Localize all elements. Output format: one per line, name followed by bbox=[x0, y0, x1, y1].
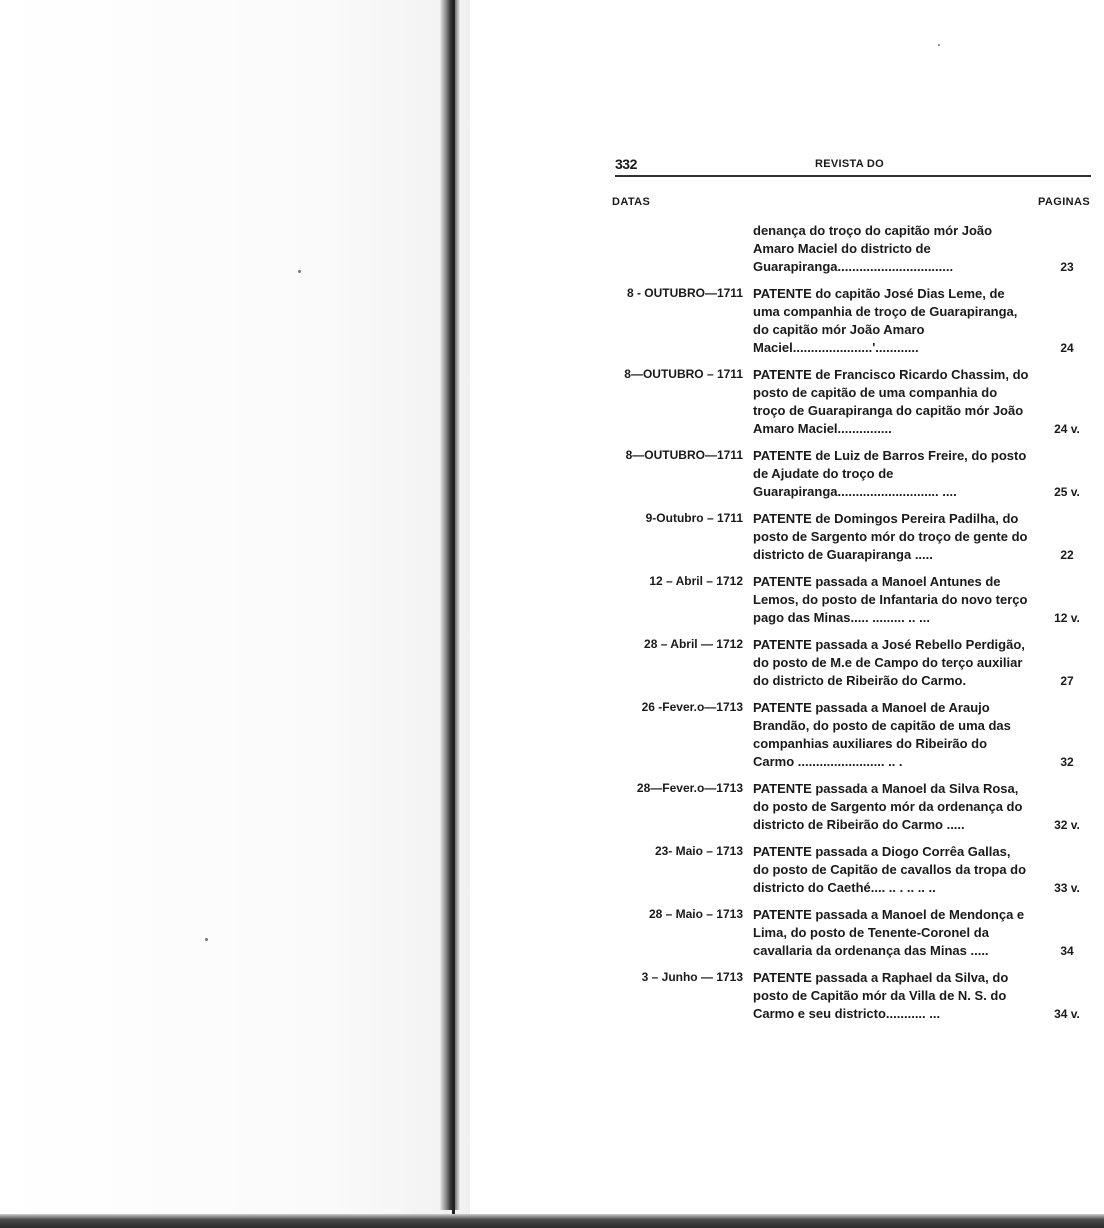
entry-text: PATENTE passada a Manoel de Araujo Brandão, do posto de capitão de uma das companhias auxiliares do Ribeirão do Carmo ........................ .. . bbox=[753, 700, 1011, 769]
running-title: REVISTA DO bbox=[815, 158, 885, 170]
entry-date: 28 – Maio – 1713 bbox=[648, 907, 743, 921]
entry-page: 32 bbox=[1060, 755, 1074, 769]
entry-text: PATENTE passada a José Rebello Perdigão, do posto de M.e de Campo do terço auxiliar do districto de Ribeirão do Carmo. bbox=[753, 637, 1025, 688]
entry-text: PATENTE passada a Manoel de Mendonça e Lima, do posto de Tenente-Coronel da cavallaria da ordenança das Minas ..... bbox=[753, 907, 1025, 958]
entry-text: PATENTE passada a Raphael da Silva, do posto de Capitão mór da Villa de N. S. do Carmo e seu districto........... ... bbox=[753, 970, 1009, 1021]
entry-text: PATENTE de Francisco Ricardo Chassim, do posto de capitão de uma companhia do troço de Guarapiranga do capitão mór João Amaro Maciel............... bbox=[753, 367, 1029, 436]
entry-page: 34 v. bbox=[1054, 1007, 1080, 1021]
index-entry bbox=[605, 222, 1100, 276]
entry-page: 34 bbox=[1060, 944, 1074, 958]
book-spine bbox=[440, 0, 460, 1210]
entry-date: 9-Outubro – 1711 bbox=[645, 511, 743, 525]
page-header bbox=[615, 156, 1095, 176]
entry-date: 26 -Fever.o—1713 bbox=[641, 700, 743, 714]
column-header-paginas: PAGINAS bbox=[1038, 196, 1091, 208]
index-entry bbox=[605, 366, 1100, 438]
book-spine-shadow bbox=[452, 0, 455, 1228]
entry-date: 23- Maio – 1713 bbox=[654, 844, 743, 858]
entry-text: PATENTE de Domingos Pereira Padilha, do posto de Sargento mór do troço de gente do districto de Guarapiranga ..... bbox=[753, 511, 1028, 562]
index-entry bbox=[605, 780, 1100, 834]
index-entry bbox=[605, 285, 1100, 357]
paper-speck bbox=[298, 270, 301, 273]
header-rule bbox=[615, 175, 1091, 177]
page-bottom-edge bbox=[0, 1214, 1104, 1228]
column-header-datas: DATAS bbox=[612, 196, 651, 208]
paper-speck bbox=[205, 938, 208, 941]
index-entry bbox=[605, 573, 1100, 627]
index-entry bbox=[605, 699, 1100, 771]
index-entry bbox=[605, 843, 1100, 897]
entry-page: 32 v. bbox=[1054, 818, 1080, 832]
entry-text: denança do troço do capitão mór João Amaro Maciel do districto de Guarapiranga................................ bbox=[753, 223, 993, 274]
left-page-margin bbox=[0, 0, 470, 1228]
entry-page: 22 bbox=[1060, 548, 1074, 562]
entry-date: 28—Fever.o—1713 bbox=[636, 781, 743, 795]
index-entry bbox=[605, 636, 1100, 690]
entry-date: 8 - OUTUBRO—1711 bbox=[626, 286, 743, 300]
entry-date: 8—OUTUBRO – 1711 bbox=[624, 367, 743, 381]
entry-text: PATENTE do capitão José Dias Leme, de uma companhia de troço de Guarapiranga, do capitão mór João Amaro Maciel......................'............ bbox=[753, 286, 1018, 355]
index-entries bbox=[605, 222, 1100, 1032]
entry-page: 27 bbox=[1060, 674, 1074, 688]
entry-page: 24 bbox=[1060, 341, 1074, 355]
entry-page: 24 v. bbox=[1054, 422, 1080, 436]
paper-speck bbox=[938, 44, 940, 46]
entry-date: 3 – Junho — 1713 bbox=[641, 970, 743, 984]
entry-text: PATENTE passada a Manoel Antunes de Lemos, do posto de Infantaria do novo terço pago das Minas..... ......... .. ... bbox=[753, 574, 1028, 625]
entry-page: 12 v. bbox=[1054, 611, 1080, 625]
entry-text: PATENTE passada a Diogo Corrêa Gallas, do posto de Capitão de cavallos da tropa do districto do Caethé.... .. . .. .. .. bbox=[753, 844, 1027, 895]
entry-date: 12 – Abril – 1712 bbox=[649, 574, 743, 588]
entry-text: PATENTE passada a Manoel da Silva Rosa, do posto de Sargento mór da ordenança do districto de Ribeirão do Carmo ..... bbox=[753, 781, 1023, 832]
entry-date: 8—OUTUBRO—1711 bbox=[625, 448, 743, 462]
entry-page: 23 bbox=[1060, 260, 1074, 274]
index-entry bbox=[605, 447, 1100, 501]
entry-text: PATENTE de Luiz de Barros Freire, do posto de Ajudate do troço de Guarapiranga............................ .... bbox=[753, 448, 1027, 499]
index-entry bbox=[605, 906, 1100, 960]
index-entry bbox=[605, 969, 1100, 1023]
index-entry bbox=[605, 510, 1100, 564]
entry-page: 33 v. bbox=[1054, 881, 1080, 895]
page-number: 332 bbox=[615, 156, 637, 172]
entry-date: 28 – Abril — 1712 bbox=[644, 637, 743, 651]
entry-page: 25 v. bbox=[1054, 485, 1080, 499]
